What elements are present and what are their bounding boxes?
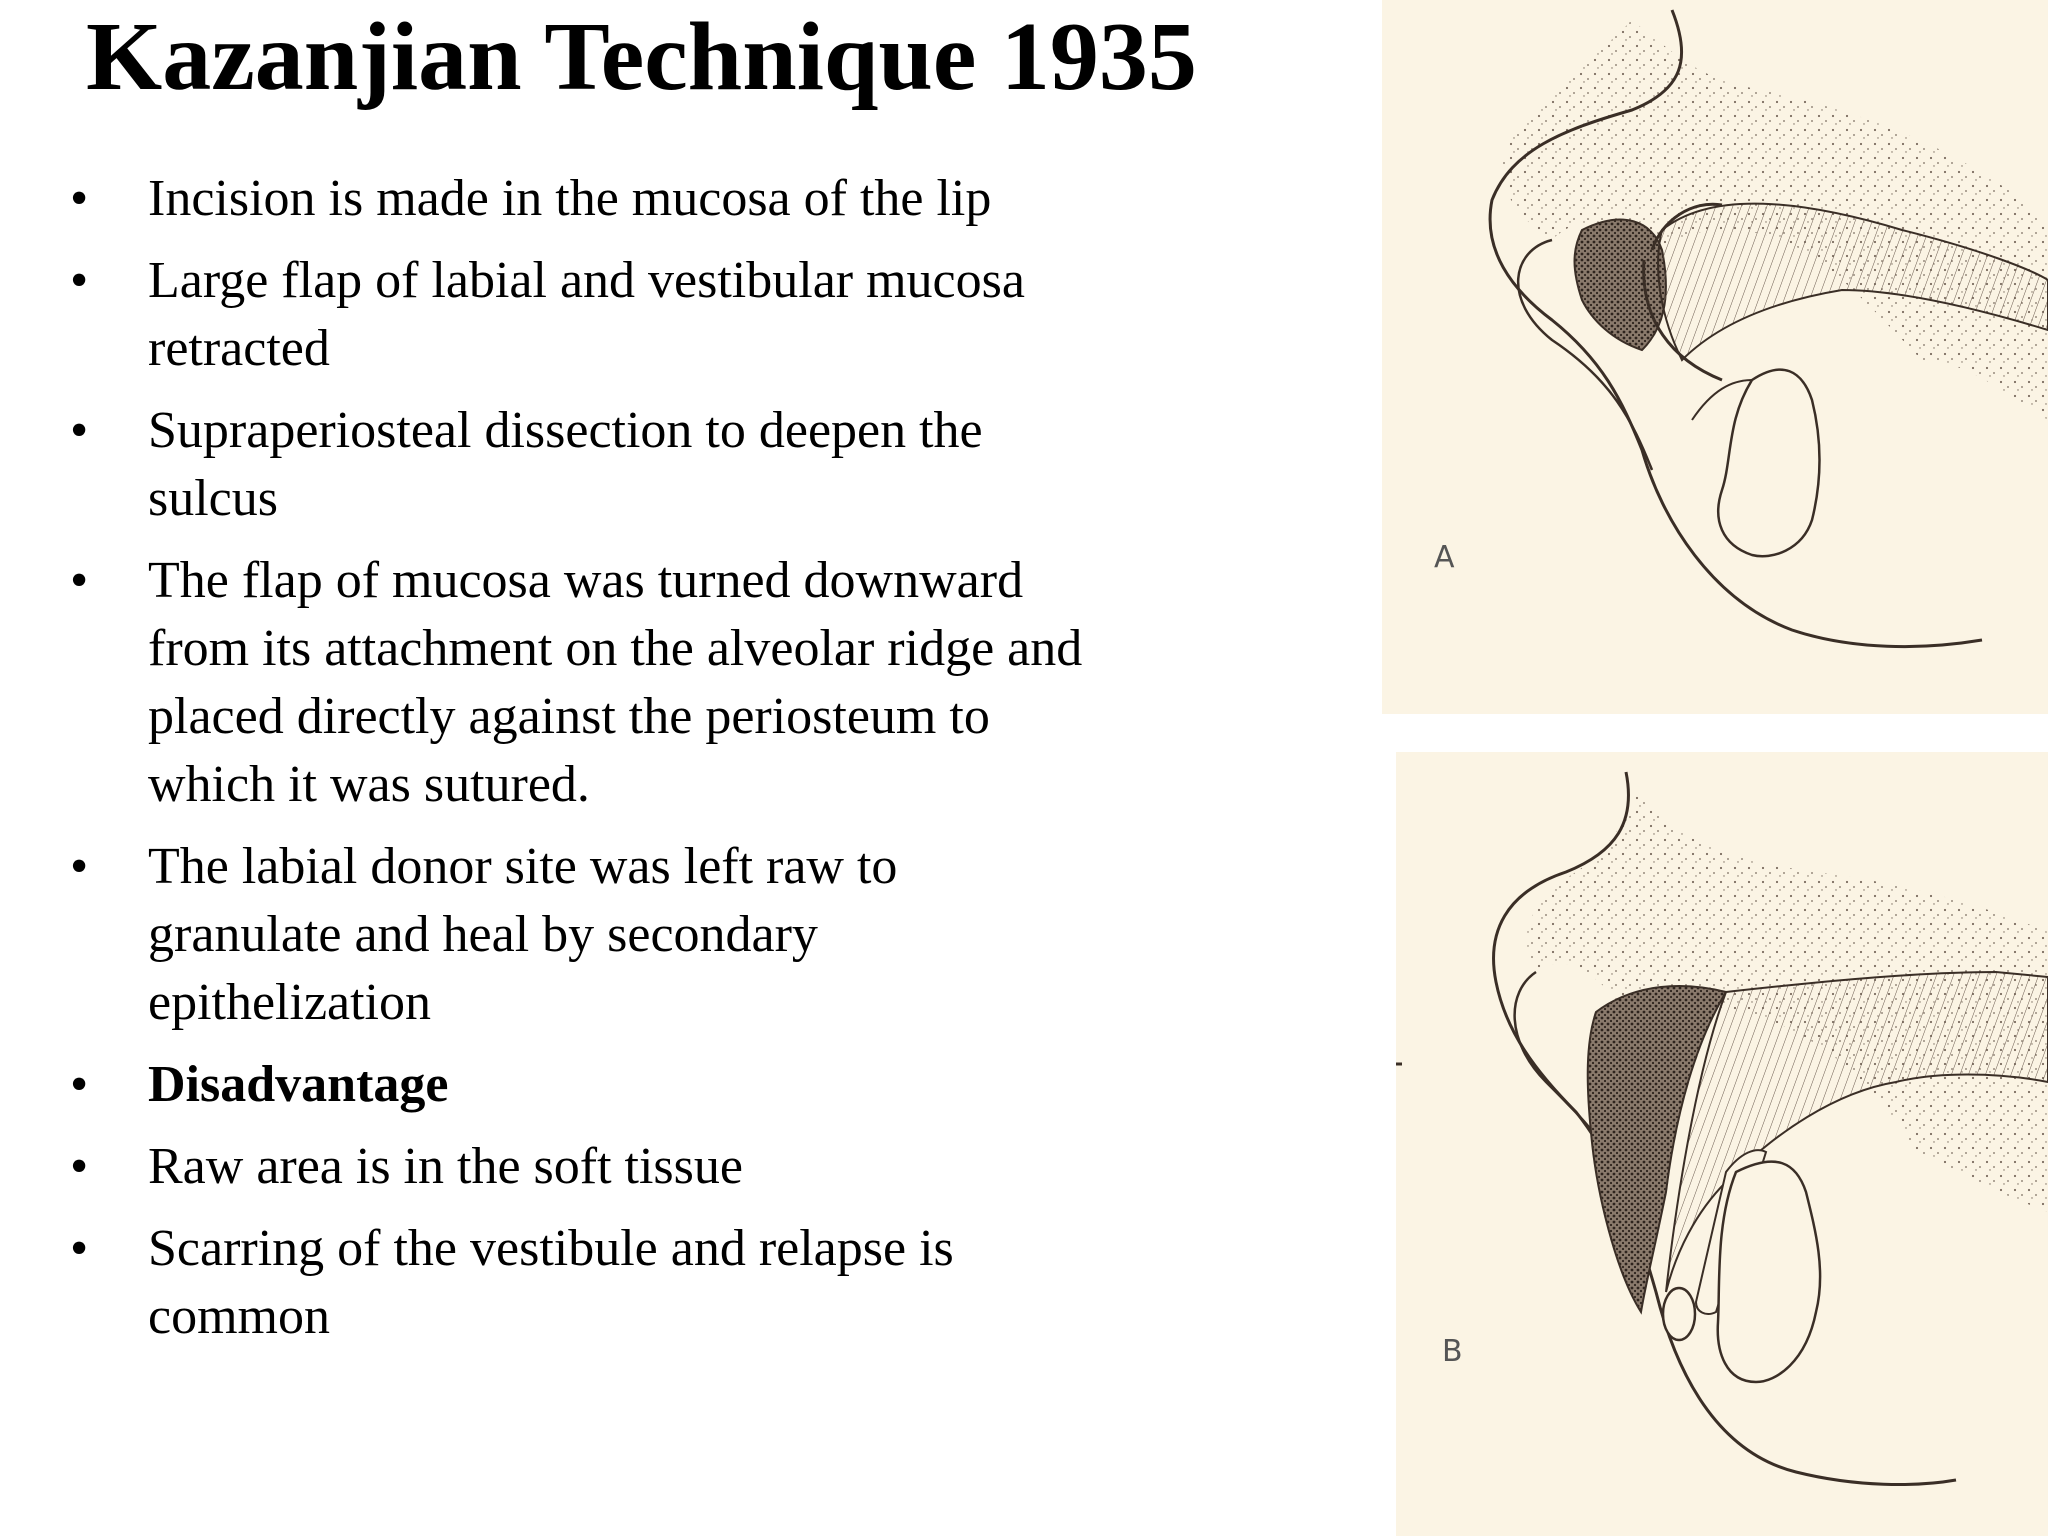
- bullet-text: The labial donor site was left raw to granulate and heal by secondary epithelization: [148, 838, 898, 1031]
- lip-cross-section-a-illustration: [1382, 0, 2048, 714]
- bullet-text: Raw area is in the soft tissue: [148, 1138, 743, 1195]
- figure-panel-b: [1396, 752, 2048, 1536]
- bullet-icon: •: [70, 838, 89, 895]
- bullet-item-flap-turned: [60, 547, 1100, 819]
- bullet-icon: •: [70, 1220, 89, 1277]
- bullet-text: Incision is made in the mucosa of the lip: [148, 170, 992, 227]
- bullet-text: Supraperiosteal dissection to deepen the sulcus: [148, 402, 983, 527]
- panel-label-a: A: [1434, 540, 1455, 575]
- bullet-text: Disadvantage: [148, 1056, 449, 1113]
- figure-panel-a: [1382, 0, 2048, 714]
- bullet-item-incision: [60, 165, 1100, 233]
- bullet-item-raw-area: [60, 1133, 1100, 1201]
- bullet-text: Large flap of labial and vestibular mucosa retracted: [148, 252, 1025, 377]
- bullet-icon: •: [70, 1056, 89, 1113]
- bullet-item-scarring: [60, 1215, 1100, 1351]
- bullet-item-disadvantage: [60, 1051, 1100, 1119]
- bullet-item-donor-site: [60, 833, 1100, 1037]
- bullet-text: The flap of mucosa was turned downward from its attachment on the alveolar ridge and placed directly against the periosteum to which it was sutured.: [148, 552, 1083, 813]
- bullet-icon: •: [70, 402, 89, 459]
- bullet-icon: •: [70, 252, 89, 309]
- bullet-icon: •: [70, 170, 89, 227]
- bullet-text: Scarring of the vestibule and relapse is common: [148, 1220, 954, 1345]
- bullet-list: [60, 165, 1100, 1365]
- lip-cross-section-b-illustration: [1396, 752, 2048, 1536]
- bullet-item-dissection: [60, 397, 1100, 533]
- bullet-item-flap: [60, 247, 1100, 383]
- slide-title: Kazanjian Technique 1935: [86, 3, 1197, 111]
- bullet-icon: •: [70, 552, 89, 609]
- bullet-icon: •: [70, 1138, 89, 1195]
- panel-label-b: B: [1442, 1334, 1463, 1369]
